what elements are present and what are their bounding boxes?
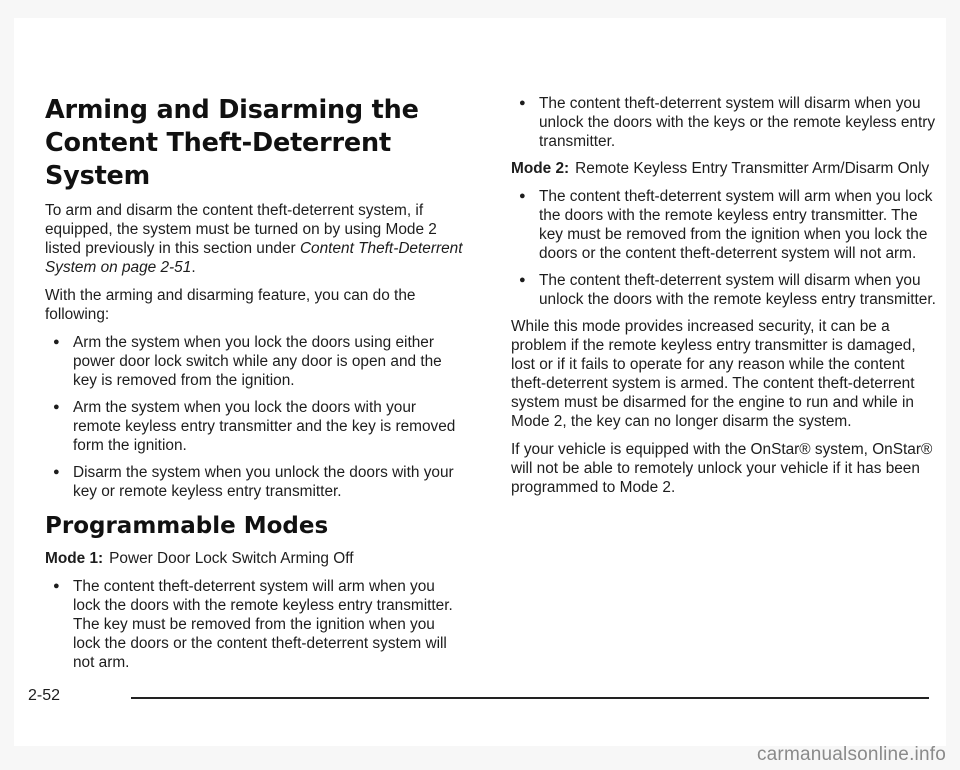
- mode1-label: Mode 1:: [45, 550, 104, 567]
- manual-page: [14, 18, 946, 746]
- list-item: ● Disarm the system when you unlock the doors with your key or remote keyless entry transmitter.: [45, 463, 465, 501]
- list-item: ● The content theft-deterrent system will disarm when you unlock the doors with the keys or the remote keyless entry transmitter.: [511, 94, 943, 151]
- left-column: [45, 94, 465, 680]
- mode2-text: Remote Keyless Entry Transmitter Arm/Disarm Only: [575, 160, 930, 177]
- list-item: ● Arm the system when you lock the doors using either power door lock switch while any door is open and the key is removed from the ignition.: [45, 333, 465, 390]
- footer-rule: [131, 697, 929, 699]
- page-footer: [28, 686, 932, 706]
- lead-paragraph: With the arming and disarming feature, you can do the following:: [45, 287, 416, 323]
- mode2-paragraph: [511, 159, 943, 178]
- list-item: ● The content theft-deterrent system will arm when you lock the doors with the remote keyless entry transmitter. The key must be removed from the ignition when you lock the doors or the content theft-deterrent system will not arm.: [45, 577, 465, 672]
- section-heading: Programmable Modes: [45, 513, 329, 539]
- mode1-text: Power Door Lock Switch Arming Off: [109, 550, 354, 567]
- page-number: 2-52: [28, 687, 61, 704]
- list-item: ● The content theft-deterrent system will arm when you lock the doors with the remote keyless entry transmitter. The key must be removed from the ignition when you lock the doors or the content theft-deterrent system will not arm.: [511, 187, 943, 263]
- onstar-paragraph: If your vehicle is equipped with the OnStar® system, OnStar® will not be able to remotely unlock your vehicle if it has been programmed to Mode 2.: [511, 441, 933, 496]
- mode1-list: [45, 577, 465, 672]
- right-column: [511, 94, 943, 506]
- mode2-label: Mode 2:: [511, 160, 570, 177]
- list-item: ● Arm the system when you lock the doors with your remote keyless entry transmitter and the key is removed form the ignition.: [45, 398, 465, 455]
- page-title: Arming and Disarming the Content Theft-Deterrent System: [45, 95, 419, 191]
- arming-feature-list: [45, 333, 465, 501]
- security-paragraph: While this mode provides increased security, it can be a problem if the remote keyless entry transmitter is damaged, lost or if it fails to operate for any reason while the content theft-deterrent system is armed. The content theft-deterrent system must be disarmed for the engine to run and while in Mode 2, the key can no longer disarm the system.: [511, 318, 916, 430]
- cross-reference-link: Content Theft-Deterrent System on page 2-51: [45, 240, 463, 276]
- intro-paragraph: [45, 201, 465, 277]
- mode1-paragraph: [45, 549, 465, 568]
- mode2-list: [511, 187, 943, 309]
- mode1-list-continued: [511, 94, 943, 151]
- list-item: ● The content theft-deterrent system will disarm when you unlock the doors with the remote keyless entry transmitter.: [511, 271, 943, 309]
- intro-end: .: [191, 259, 196, 276]
- watermark-text: carmanualsonline.info: [756, 744, 946, 765]
- intro-text: To arm and disarm the content theft-deterrent system, if equipped, the system must be turned on by using Mode 2 listed previously in this section under: [45, 202, 437, 257]
